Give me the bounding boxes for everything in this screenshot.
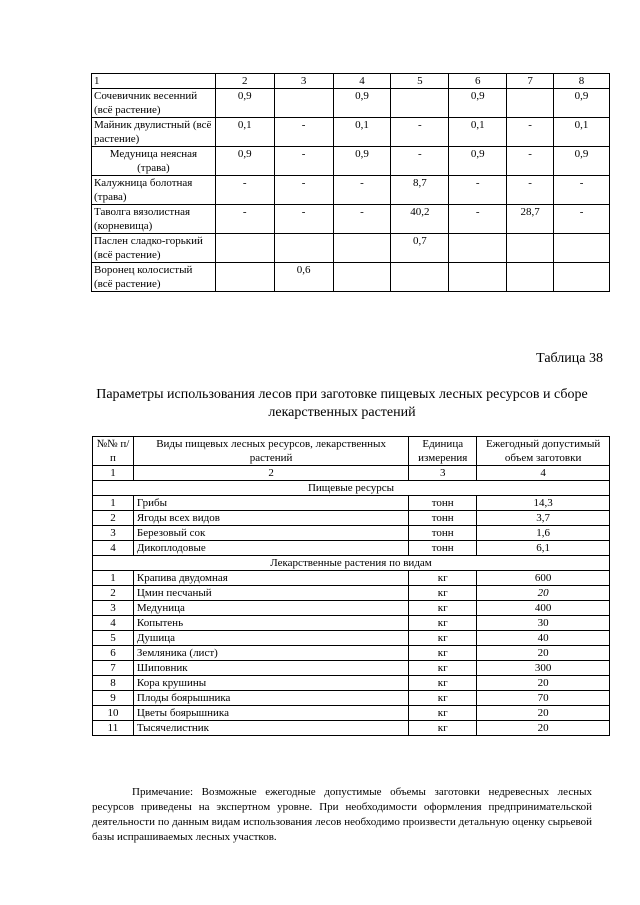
resource-name: Копытень: [133, 616, 408, 631]
cell: -: [215, 205, 274, 234]
header-volume: Ежегодный допустимый объем заготовки: [477, 437, 610, 466]
resource-name: Кора крушины: [133, 676, 408, 691]
header-row: [92, 74, 610, 89]
cell: [507, 89, 554, 118]
cell: -: [274, 147, 333, 176]
cell: -: [449, 176, 507, 205]
plant-name: Майник двулистный (всё растение): [92, 118, 216, 147]
cell: 0,1: [554, 118, 610, 147]
col-number: 7: [507, 74, 554, 89]
resource-name: Цветы боярышника: [133, 706, 408, 721]
table-row: [93, 526, 610, 541]
resource-name: Плоды боярышника: [133, 691, 408, 706]
table-row: [92, 263, 610, 292]
cell: -: [507, 147, 554, 176]
resource-name: Березовый сок: [133, 526, 408, 541]
resource-name: Тысячелистник: [133, 721, 408, 736]
cell: 0,9: [554, 147, 610, 176]
cell: 0,9: [215, 89, 274, 118]
unit: кг: [409, 646, 477, 661]
table-row: [93, 496, 610, 511]
resource-name: Душица: [133, 631, 408, 646]
table-row: [92, 234, 610, 263]
volume: 20: [477, 706, 610, 721]
row-number: 9: [93, 691, 134, 706]
header-num: №№ п/п: [93, 437, 134, 466]
col-number: 1: [93, 466, 134, 481]
section-row: [93, 556, 610, 571]
col-number: 4: [477, 466, 610, 481]
row-number: 2: [93, 511, 134, 526]
plant-name: Калужница болотная (трава): [92, 176, 216, 205]
cell: [274, 89, 333, 118]
plant-name: Таволга вязолистная (корневища): [92, 205, 216, 234]
col-number: 2: [215, 74, 274, 89]
cell: -: [274, 118, 333, 147]
col-number: 6: [449, 74, 507, 89]
cell: -: [554, 205, 610, 234]
resource-name: Ягоды всех видов: [133, 511, 408, 526]
cell: -: [333, 176, 391, 205]
plant-name: Медуница неясная (трава): [92, 147, 216, 176]
col-number: 5: [391, 74, 449, 89]
unit: кг: [409, 601, 477, 616]
resource-name: Медуница: [133, 601, 408, 616]
section-row: [93, 481, 610, 496]
section-medicinal: Лекарственные растения по видам: [93, 556, 610, 571]
unit: кг: [409, 661, 477, 676]
row-number: 1: [93, 571, 134, 586]
resources-table: [92, 436, 610, 736]
unit: кг: [409, 676, 477, 691]
table-row: [92, 147, 610, 176]
row-number: 4: [93, 541, 134, 556]
table-row: [93, 616, 610, 631]
row-number: 1: [93, 496, 134, 511]
table-row: [93, 571, 610, 586]
table-row: [92, 176, 610, 205]
unit: тонн: [409, 541, 477, 556]
unit: тонн: [409, 511, 477, 526]
volume: 40: [477, 631, 610, 646]
cell: -: [554, 176, 610, 205]
cell: 0,1: [215, 118, 274, 147]
cell: [391, 89, 449, 118]
cell: [333, 263, 391, 292]
table-row: [92, 205, 610, 234]
cell: 0,9: [449, 89, 507, 118]
table-row: [93, 631, 610, 646]
col-number: 4: [333, 74, 391, 89]
resource-name: Дикоплодовые: [133, 541, 408, 556]
col-number: 8: [554, 74, 610, 89]
header-row: [93, 437, 610, 466]
cell: -: [274, 176, 333, 205]
unit: кг: [409, 631, 477, 646]
unit: кг: [409, 616, 477, 631]
row-number: 7: [93, 661, 134, 676]
table-row: [93, 661, 610, 676]
table-row: [93, 721, 610, 736]
table-number: Таблица 38: [536, 351, 603, 366]
continuation-table: [91, 73, 610, 292]
plant-name: Паслен сладко-горький (всё растение): [92, 234, 216, 263]
unit: кг: [409, 691, 477, 706]
volume: 6,1: [477, 541, 610, 556]
volume: 3,7: [477, 511, 610, 526]
cell: [449, 234, 507, 263]
table-row: [93, 586, 610, 601]
header-unit: Единица измерения: [409, 437, 477, 466]
cell: -: [449, 205, 507, 234]
row-number: 11: [93, 721, 134, 736]
cell: [507, 234, 554, 263]
row-number: 5: [93, 631, 134, 646]
cell: -: [215, 176, 274, 205]
section-food: Пищевые ресурсы: [93, 481, 610, 496]
cell: [449, 263, 507, 292]
resource-name: Цмин песчаный: [133, 586, 408, 601]
volume: 20: [477, 676, 610, 691]
cell: -: [507, 118, 554, 147]
unit: кг: [409, 571, 477, 586]
cell: [215, 263, 274, 292]
row-number: 10: [93, 706, 134, 721]
table-row: [93, 541, 610, 556]
unit: тонн: [409, 526, 477, 541]
volume: 300: [477, 661, 610, 676]
cell: 8,7: [391, 176, 449, 205]
resource-name: Крапива двудомная: [133, 571, 408, 586]
volume: 20: [477, 586, 610, 601]
table-title: Параметры использования лесов при заготовке пищевых лесных ресурсов и сборе лекарственных растений: [96, 387, 588, 420]
cell: [215, 234, 274, 263]
cell: -: [274, 205, 333, 234]
volume: 30: [477, 616, 610, 631]
row-number: 2: [93, 586, 134, 601]
row-number: 8: [93, 676, 134, 691]
cell: 0,9: [449, 147, 507, 176]
table-row: [93, 706, 610, 721]
unit: кг: [409, 586, 477, 601]
unit: кг: [409, 706, 477, 721]
volume: 20: [477, 721, 610, 736]
header-kind: Виды пищевых лесных ресурсов, лекарственных растений: [133, 437, 408, 466]
resource-name: Грибы: [133, 496, 408, 511]
col-number: 3: [409, 466, 477, 481]
row-number: 4: [93, 616, 134, 631]
table-row: [93, 601, 610, 616]
resource-name: Земляника (лист): [133, 646, 408, 661]
table-row: [93, 691, 610, 706]
cell: 0,9: [333, 147, 391, 176]
column-numbers-row: [93, 466, 610, 481]
plant-name: Сочевичник весенний (всё растение): [92, 89, 216, 118]
cell: 0,9: [333, 89, 391, 118]
resource-name: Шиповник: [133, 661, 408, 676]
unit: тонн: [409, 496, 477, 511]
volume: 20: [477, 646, 610, 661]
note-paragraph: Примечание: Возможные ежегодные допустимые объемы заготовки недревесных лесных ресурсов приведены на экспертном уровне. При необходимости оформления предпринимательской деятельности по данным видам использования лесов необходимо произвести детальную оценку сырьевой базы испрашиваемых лесных участков.: [92, 786, 592, 843]
col-number: 2: [133, 466, 408, 481]
table-row: [93, 676, 610, 691]
table-row: [92, 118, 610, 147]
row-number: 6: [93, 646, 134, 661]
col-number: 1: [92, 74, 216, 89]
volume: 400: [477, 601, 610, 616]
table-row: [92, 89, 610, 118]
cell: 0,7: [391, 234, 449, 263]
cell: -: [507, 176, 554, 205]
col-number: 3: [274, 74, 333, 89]
row-number: 3: [93, 601, 134, 616]
cell: [554, 263, 610, 292]
unit: кг: [409, 721, 477, 736]
cell: 0,9: [554, 89, 610, 118]
volume: 1,6: [477, 526, 610, 541]
cell: [554, 234, 610, 263]
volume: 600: [477, 571, 610, 586]
cell: -: [391, 147, 449, 176]
volume: 14,3: [477, 496, 610, 511]
table-row: [93, 511, 610, 526]
cell: 0,9: [215, 147, 274, 176]
cell: -: [333, 205, 391, 234]
volume: 70: [477, 691, 610, 706]
cell: -: [391, 118, 449, 147]
cell: 0,1: [449, 118, 507, 147]
cell: [333, 234, 391, 263]
cell: [274, 234, 333, 263]
cell: 0,6: [274, 263, 333, 292]
cell: 28,7: [507, 205, 554, 234]
cell: 0,1: [333, 118, 391, 147]
cell: 40,2: [391, 205, 449, 234]
cell: [391, 263, 449, 292]
row-number: 3: [93, 526, 134, 541]
plant-name: Воронец колосистый (всё растение): [92, 263, 216, 292]
table-row: [93, 646, 610, 661]
cell: [507, 263, 554, 292]
